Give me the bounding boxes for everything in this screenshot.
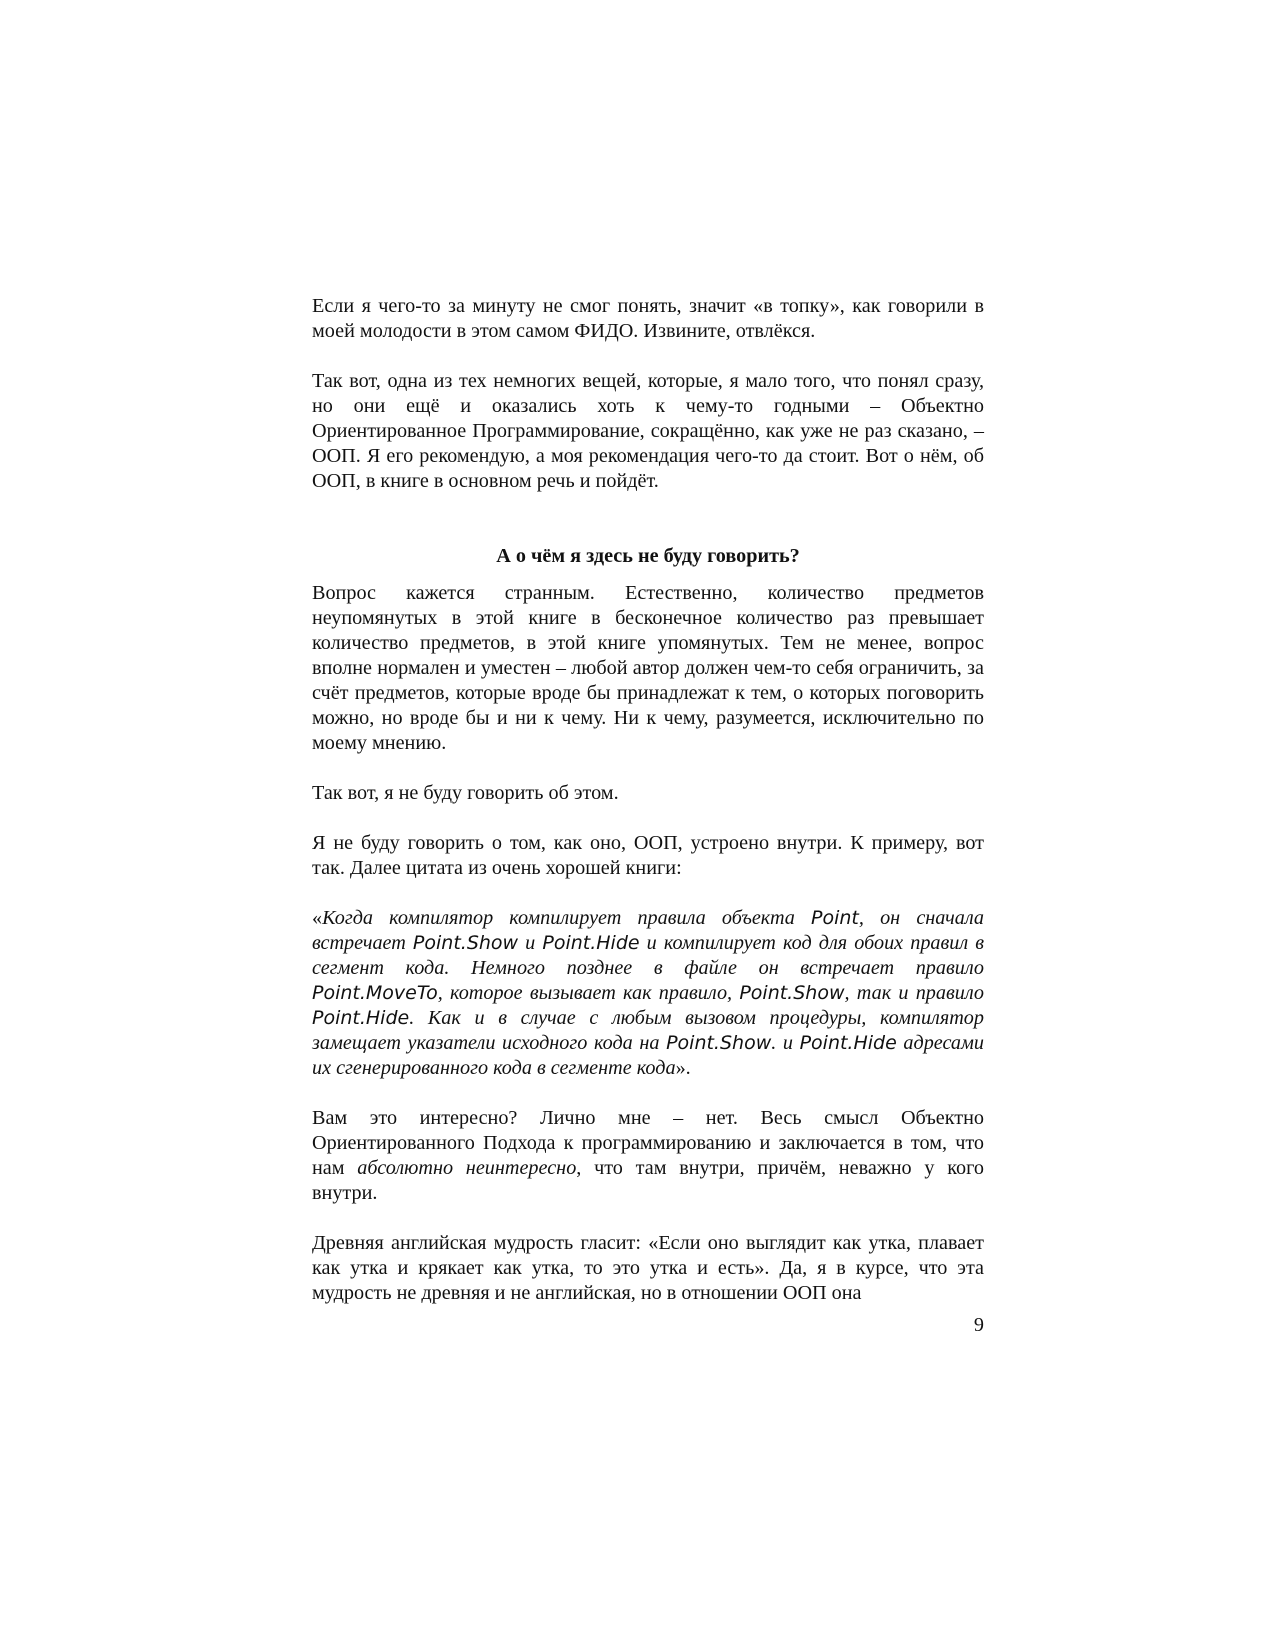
paragraph-2: Так вот, одна из тех немногих вещей, которые, я мало того, что понял сразу, но они ещё и оказались хоть к чему-то годными – Объектно Ориентированное Программирование, сокращённо, как уже не раз сказано, – ООП. Я его рекомендую, а моя рекомендация чего-то да стоит. Вот о нём, об ООП, в книге в основном речь и пойдёт. [312, 370, 984, 492]
quote-text-9: адресами их сгенерированного кода в сегменте кода [312, 1032, 984, 1079]
paragraph-6-text-b: , что там внутри, причём, неважно у кого внутри. [312, 1157, 985, 1204]
quote-term-5: Point.Show [739, 982, 845, 1004]
page-body [312, 294, 984, 1306]
quote-open-mark: « [312, 907, 323, 929]
quote-text-6: , так и правило [844, 982, 984, 1004]
quote-term-4: Point.MoveTo [312, 982, 438, 1004]
quote-text-5: , которое вызывает как правило, [437, 982, 740, 1004]
quote-term-2: Point.Show [412, 932, 519, 954]
quote-term-1: Point [811, 907, 859, 929]
quote-text-1: Когда компилятор компилирует правила объекта [322, 907, 812, 929]
paragraph-4: Так вот, я не буду говорить об этом. [312, 782, 619, 804]
quote-text-3: и [518, 932, 543, 954]
page-number: 9 [973, 1314, 984, 1336]
paragraph-3: Вопрос кажется странным. Естественно, количество предметов неупомянутых в этой книге в бесконечное количество раз превышает количество предметов, в этой книге упомянутых. Тем не менее, вопрос вполне нормален и уместен – любой автор должен чем-то себя ограничить, за счёт предметов, которые вроде бы принадлежат к тем, о которых поговорить можно, но вроде бы и ни к чему. Ни к чему, разумеется, исключительно по моему мнению. [312, 582, 984, 754]
paragraph-6-text-a: Вам это интересно? Лично мне – нет. Весь смысл Объектно Ориентированного Подхода к программированию и заключается в том, что нам [312, 1107, 984, 1179]
quote-text-8: . и [771, 1032, 800, 1054]
quote-text-4: и компилирует код для обоих правил в сегмент кода. Немного позднее в файле он встречает правило [312, 932, 985, 979]
paragraph-6 [312, 1106, 984, 1206]
paragraph-1: Если я чего-то за минуту не смог понять, значит «в топку», как говорили в моей молодости в этом самом ФИДО. Извините, отвлёкся. [312, 295, 984, 342]
quote-text-7: . Как и в случае с любым вызовом процедуры, компилятор замещает указатели исходного кода на [312, 1007, 984, 1054]
section-heading: А о чём я здесь не буду говорить? [496, 545, 800, 567]
paragraph-6-emphasis: абсолютно неинтересно [357, 1157, 577, 1179]
quote-term-3: Point.Hide [542, 932, 640, 954]
paragraph-5: Я не буду говорить о том, как оно, ООП, устроено внутри. К примеру, вот так. Далее цитата из очень хорошей книги: [312, 832, 984, 879]
quote-term-7: Point.Show [666, 1032, 772, 1054]
quote-term-8: Point.Hide [799, 1032, 897, 1054]
quote-close-mark: ». [675, 1057, 691, 1079]
book-quote [312, 906, 984, 1081]
paragraph-7: Древняя английская мудрость гласит: «Если оно выглядит как утка, плавает как утка и крякает как утка, то это утка и есть». Да, я в курсе, что эта мудрость не древняя и не английская, но в отношении ООП она [312, 1232, 984, 1304]
quote-term-6: Point.Hide [312, 1007, 410, 1029]
quote-text-2: , он сначала встречает [312, 907, 984, 954]
